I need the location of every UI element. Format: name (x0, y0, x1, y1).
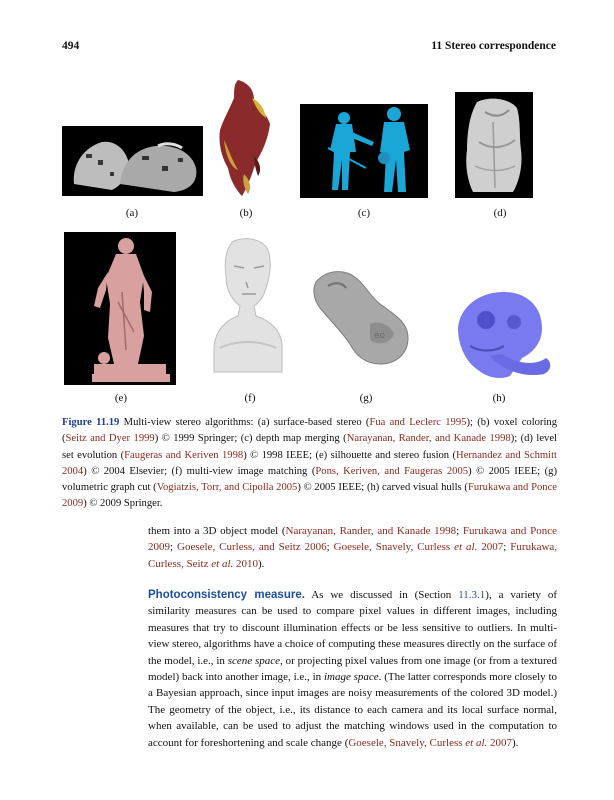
caption-text: Multi-view stereo algorithms: (a) surface-based stereo ( (119, 417, 370, 428)
panel-e-label: (e) (114, 392, 128, 404)
citation-link[interactable]: Vogiatzis, Torr, and Cipolla 2005 (156, 482, 298, 494)
citation-link[interactable]: Narayanan, Rander, and Kanade 1998 (285, 525, 457, 537)
panel-g-image (310, 264, 414, 370)
citation-link[interactable] (334, 541, 504, 553)
citation-etal: et al. (454, 541, 478, 554)
citation-link[interactable]: Furukawa and Ponce 2009 (148, 525, 557, 554)
caption-text: ) © 2005 IEEE; (g) volumetric graph cut ( (62, 465, 557, 494)
svg-text:eo: eo (374, 331, 386, 341)
caption-text: ); (d) level set evolution ( (62, 433, 557, 461)
body-text: ; (503, 541, 511, 554)
citation-link[interactable]: Goesele, Curless, and Seitz 2006 (177, 541, 327, 554)
emphasis: scene space (227, 654, 281, 667)
caption-text: ) © 2005 IEEE; (h) carved visual hulls ( (297, 482, 468, 494)
paragraph-heading: Photoconsistency measure. (148, 589, 305, 601)
panel-b-image (214, 78, 274, 198)
panel-d-label: (d) (493, 207, 507, 219)
citation-etal: et al. (211, 557, 234, 570)
panel-d-image (455, 92, 533, 198)
figure-caption (62, 415, 557, 513)
body-text: them into a 3D object model ( (148, 525, 286, 537)
citation-part: Goesele, Snavely, Curless (348, 736, 466, 749)
panel-f-label: (f) (244, 392, 256, 404)
citation-link[interactable]: Furukawa and Ponce 2009 (62, 482, 557, 510)
caption-text: ); (b) voxel coloring ( (62, 417, 557, 445)
panel-f-image (210, 236, 286, 376)
citation-link[interactable]: Faugeras and Keriven 1998 (124, 449, 244, 461)
caption-text: ) © 1999 Springer; (c) depth map merging ( (154, 433, 347, 445)
body-text: ; (456, 525, 463, 537)
emphasis: image space (323, 671, 379, 684)
caption-text: ) © 2009 Springer. (83, 498, 163, 510)
caption-text: ) © 1998 IEEE; (e) silhouette and stereo fusion ( (243, 449, 457, 461)
caption-text: ) © 2004 Elsevier; (f) multi-view image matching ( (83, 465, 316, 477)
citation-part: Goesele, Snavely, Curless (333, 541, 455, 554)
citation-link[interactable]: Narayanan, Rander, and Kanade 1998 (346, 433, 511, 445)
section-link[interactable]: 11.3.1 (458, 589, 486, 601)
citation-part: 2010 (233, 557, 258, 570)
body-text: , or projecting pixel values from one image (or from a textured model) back into another image, i.e., in (148, 654, 557, 684)
panel-a-image (62, 126, 203, 196)
citation-link[interactable]: Hernandez and Schmitt 2004 (62, 449, 557, 477)
citation-link[interactable]: Pons, Keriven, and Faugeras 2005 (315, 465, 469, 477)
body-paragraph-2 (148, 587, 557, 751)
panel-a-label: (a) (125, 207, 139, 219)
panel-e-image (64, 232, 176, 385)
citation-part: Furukawa, Curless, Seitz (148, 541, 558, 570)
citation-link[interactable] (348, 737, 512, 749)
body-paragraph-1 (148, 523, 557, 572)
panel-c-label: (c) (357, 207, 371, 219)
body-text: ). (512, 736, 519, 749)
page-number: 494 (62, 40, 80, 52)
body-text: ; (170, 541, 178, 554)
figure-number: Figure 11.19 (62, 417, 120, 428)
citation-link[interactable]: Fua and Leclerc 1995 (369, 417, 467, 428)
panel-b-label: (b) (239, 207, 253, 219)
panel-h-label: (h) (492, 392, 506, 404)
citation-part: 2007 (487, 736, 513, 749)
running-header (62, 40, 556, 56)
body-text: . (The latter corresponds more closely to a Bayesian approach, since input images are noisy measurements of the colored 3D model.) The geometry of the object, i.e., its distance to each camera and its local surface normal, when available, can be used to adjust the matching windows used in the computation to account for foreshortening and scale change ( (148, 671, 557, 749)
body-text: ). (258, 557, 265, 570)
panel-c-image (300, 104, 428, 198)
body-text: As we discussed in (Section (304, 589, 459, 601)
panel-g-label: (g) (359, 392, 373, 404)
citation-part: 2007 (477, 541, 504, 554)
citation-etal: et al. (465, 736, 488, 749)
citation-link[interactable]: Seitz and Dyer 1999 (65, 433, 155, 445)
body-text: ), a variety of similarity measures can be used to compare pixel values in different images, including measures that try to discount illumination effects or be less sensitive to outliers. In multi-view stereo, algorithms have a choice of computing these measures directly on the surface of the model, i.e., in (148, 589, 558, 667)
chapter-title: 11 Stereo correspondence (431, 40, 556, 52)
panel-h-image (450, 286, 554, 386)
body-text: ; (326, 541, 334, 554)
